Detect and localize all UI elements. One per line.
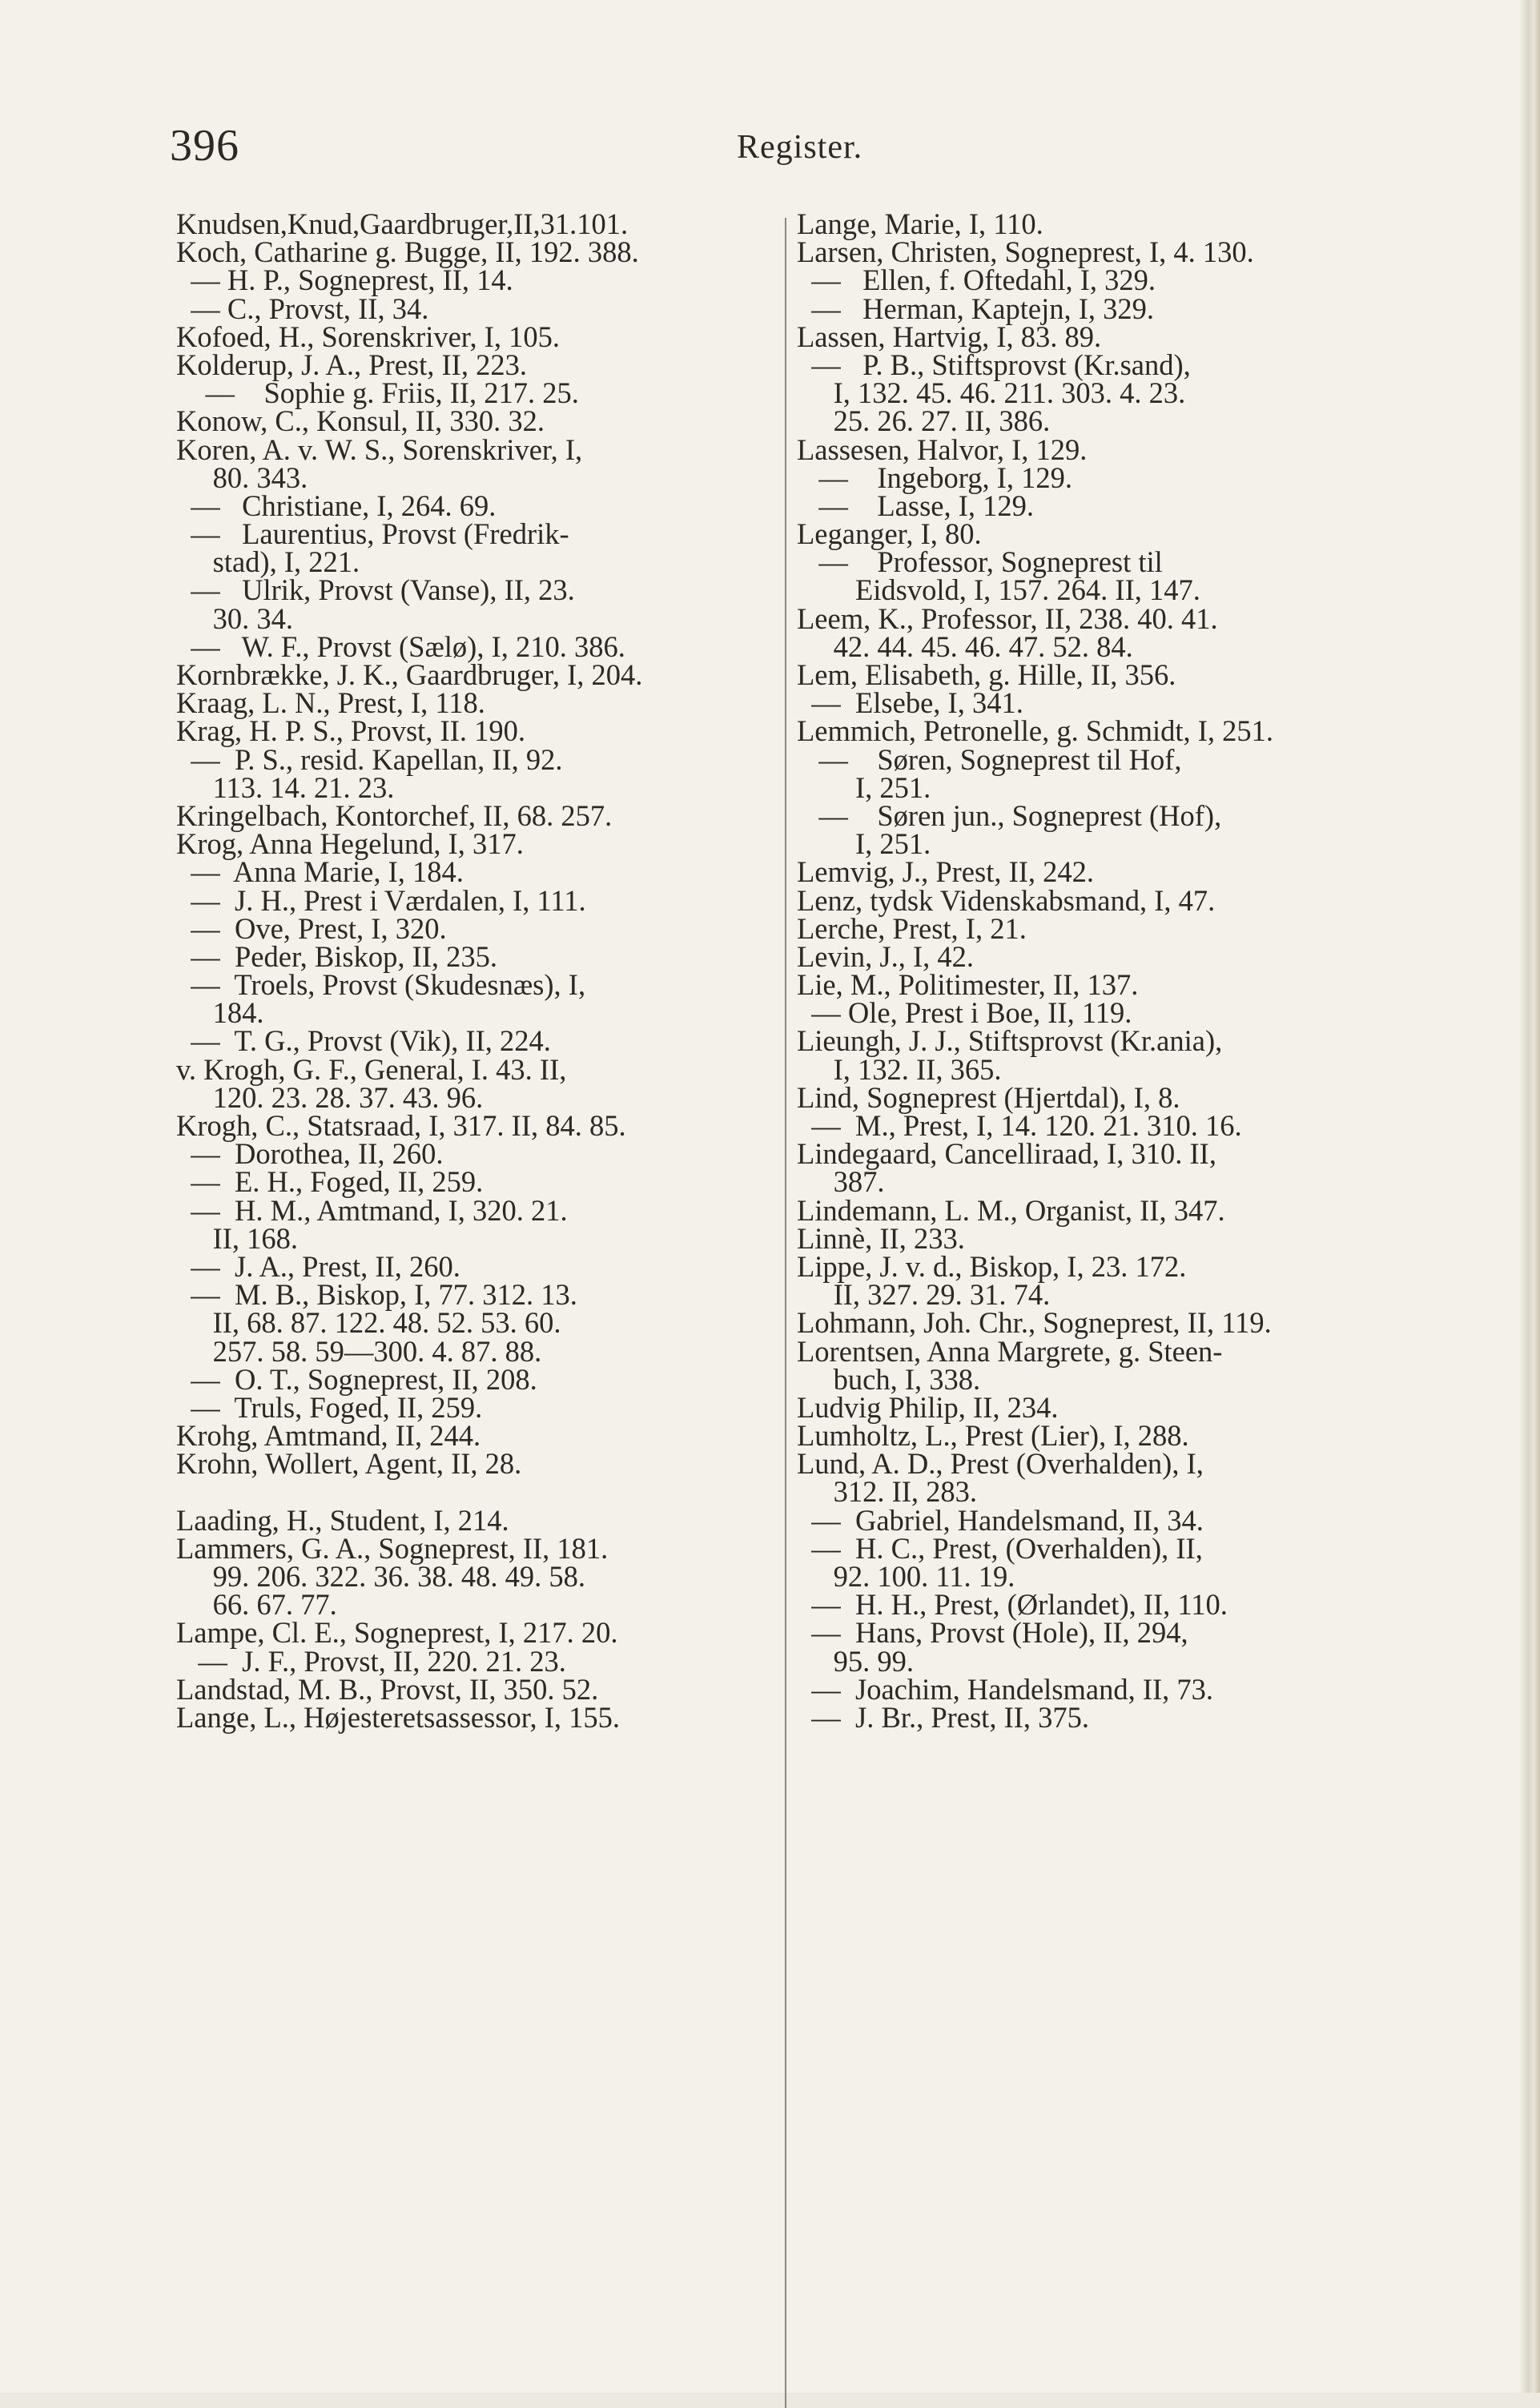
index-entry: 257. 58. 59—300. 4. 87. 88. xyxy=(176,1334,542,1368)
index-entry: — H. M., Amtmand, I, 320. 21. xyxy=(176,1193,568,1227)
index-entry: Lem, Elisabeth, g. Hille, II, 356. xyxy=(797,658,1176,691)
index-entry: — O. T., Sogneprest, II, 208. xyxy=(176,1362,537,1396)
index-entry: Konow, C., Konsul, II, 330. 32. xyxy=(176,404,545,438)
index-entry: — J. H., Prest i Værdalen, I, 111. xyxy=(176,883,586,917)
index-entry: Krohg, Amtmand, II, 244. xyxy=(176,1419,481,1453)
index-entry: — Troels, Provst (Skudesnæs), I, xyxy=(176,968,586,1002)
index-entry: I, 251. xyxy=(797,827,931,861)
index-entry: Larsen, Christen, Sogneprest, I, 4. 130. xyxy=(797,235,1254,269)
index-entry: Lippe, J. v. d., Biskop, I, 23. 172. xyxy=(797,1249,1187,1283)
index-entry: Eidsvold, I, 157. 264. II, 147. xyxy=(797,573,1200,607)
index-entry xyxy=(176,1477,793,1506)
index-entry: — W. F., Provst (Sælø), I, 210. 386. xyxy=(176,629,625,663)
index-entry: I, 251. xyxy=(797,770,931,804)
index-entry: Lassesen, Halvor, I, 129. xyxy=(797,432,1088,466)
index-entry: 42. 44. 45. 46. 47. 52. 84. xyxy=(797,629,1133,663)
index-entry: — J. Br., Prest, II, 375. xyxy=(797,1700,1089,1734)
index-entry: — Ove, Prest, I, 320. xyxy=(176,911,447,945)
index-entry: — Ulrik, Provst (Vanse), II, 23. xyxy=(176,573,575,607)
index-entry: — E. H., Foged, II, 259. xyxy=(176,1165,484,1199)
index-entry: — M. B., Biskop, I, 77. 312. 13. xyxy=(176,1278,577,1312)
index-entry: — J. F., Provst, II, 220. 21. 23. xyxy=(176,1644,566,1678)
index-entry: Ludvig Philip, II, 234. xyxy=(797,1390,1059,1424)
index-entry: — Anna Marie, I, 184. xyxy=(176,855,464,889)
index-entry: 312. II, 283. xyxy=(797,1475,978,1509)
index-column-left xyxy=(176,207,793,1734)
index-entry: — T. G., Provst (Vik), II, 224. xyxy=(176,1024,551,1058)
index-entry: — Elsebe, I, 341. xyxy=(797,686,1023,720)
index-entry: II, 327. 29. 31. 74. xyxy=(797,1278,1051,1312)
index-entry: — Joachim, Handelsmand, II, 73. xyxy=(797,1672,1214,1706)
index-entry: — H. P., Sogneprest, II, 14. xyxy=(176,263,513,297)
index-entry: Lorentsen, Anna Margrete, g. Steen- xyxy=(797,1334,1223,1368)
column-divider xyxy=(785,218,786,2408)
index-entry: Lind, Sogneprest (Hjertdal), I, 8. xyxy=(797,1080,1180,1114)
index-entry: v. Krogh, G. F., General, I. 43. II, xyxy=(176,1052,567,1086)
index-entry: 120. 23. 28. 37. 43. 96. xyxy=(176,1080,484,1114)
index-entry: 95. 99. xyxy=(797,1644,914,1678)
index-entry: — Truls, Foged, II, 259. xyxy=(176,1390,483,1424)
index-entry: Lie, M., Politimester, II, 137. xyxy=(797,968,1139,1002)
index-entry: — Ellen, f. Oftedahl, I, 329. xyxy=(797,263,1156,297)
index-entry: Lampe, Cl. E., Sogneprest, I, 217. 20. xyxy=(176,1616,618,1650)
index-entry: Krag, H. P. S., Provst, II. 190. xyxy=(176,714,525,748)
index-entry: 80. 343. xyxy=(176,460,308,494)
index-entry: buch, I, 338. xyxy=(797,1362,981,1396)
index-entry: Lammers, G. A., Sogneprest, II, 181. xyxy=(176,1531,609,1565)
index-entry: Krog, Anna Hegelund, I, 317. xyxy=(176,827,524,861)
running-head: Register. xyxy=(737,129,863,166)
index-entry: — Sophie g. Friis, II, 217. 25. xyxy=(176,376,579,410)
index-entry: II, 68. 87. 122. 48. 52. 53. 60. xyxy=(176,1306,561,1340)
index-entry: — J. A., Prest, II, 260. xyxy=(176,1249,460,1283)
index-entry: Linnè, II, 233. xyxy=(797,1221,965,1255)
index-entry: — Lasse, I, 129. xyxy=(797,488,1035,522)
index-entry: Leem, K., Professor, II, 238. 40. 41. xyxy=(797,601,1218,635)
index-entry: Lemvig, J., Prest, II, 242. xyxy=(797,855,1095,889)
index-entry: 113. 14. 21. 23. xyxy=(176,770,395,804)
index-entry: II, 168. xyxy=(176,1221,299,1255)
index-entry: — M., Prest, I, 14. 120. 21. 310. 16. xyxy=(797,1109,1242,1142)
index-entry: — H. H., Prest, (Ørlandet), II, 110. xyxy=(797,1588,1228,1622)
index-entry: 66. 67. 77. xyxy=(176,1588,337,1622)
index-entry: Kringelbach, Kontorchef, II, 68. 257. xyxy=(176,798,613,832)
index-entry: Krohn, Wollert, Agent, II, 28. xyxy=(176,1447,522,1481)
index-entry: — C., Provst, II, 34. xyxy=(176,291,429,325)
page-number: 396 xyxy=(170,121,239,171)
index-entry: Levin, J., I, 42. xyxy=(797,939,974,973)
index-entry: I, 132. II, 365. xyxy=(797,1052,1002,1086)
index-entry: Laading, H., Student, I, 214. xyxy=(176,1503,509,1537)
index-entry: — Ingeborg, I, 129. xyxy=(797,460,1073,494)
index-entry: Kornbrække, J. K., Gaardbruger, I, 204. xyxy=(176,658,643,691)
index-entry: I, 132. 45. 46. 211. 303. 4. 23. xyxy=(797,376,1186,410)
index-entry: — Ole, Prest i Boe, II, 119. xyxy=(797,996,1132,1030)
index-entry: Lohmann, Joh. Chr., Sogneprest, II, 119. xyxy=(797,1306,1272,1340)
index-entry: 99. 206. 322. 36. 38. 48. 49. 58. xyxy=(176,1560,585,1593)
index-entry: 184. xyxy=(176,996,264,1030)
index-entry: Kofoed, H., Sorenskriver, I, 105. xyxy=(176,320,561,353)
index-entry: Koch, Catharine g. Bugge, II, 192. 388. xyxy=(176,235,639,269)
index-entry: Krogh, C., Statsraad, I, 317. II, 84. 85. xyxy=(176,1109,626,1142)
index-entry: — P. S., resid. Kapellan, II, 92. xyxy=(176,742,563,776)
index-entry: 25. 26. 27. II, 386. xyxy=(797,404,1051,438)
page-edge xyxy=(1519,0,1540,2393)
index-entry: — Hans, Provst (Hole), II, 294, xyxy=(797,1616,1188,1650)
index-entry: — Herman, Kaptejn, I, 329. xyxy=(797,291,1155,325)
index-entry: Lenz, tydsk Videnskabsmand, I, 47. xyxy=(797,883,1216,917)
index-entry: Lerche, Prest, I, 21. xyxy=(797,911,1027,945)
index-entry: 30. 34. xyxy=(176,601,293,635)
index-entry: — Peder, Biskop, II, 235. xyxy=(176,939,498,973)
index-entry: stad), I, 221. xyxy=(176,545,360,579)
index-entry: — Dorothea, II, 260. xyxy=(176,1137,444,1171)
page-header xyxy=(0,120,1540,184)
index-entry: Lange, Marie, I, 110. xyxy=(797,207,1043,240)
index-entry: — H. C., Prest, (Overhalden), II, xyxy=(797,1531,1203,1565)
index-entry: Lemmich, Petronelle, g. Schmidt, I, 251. xyxy=(797,714,1274,748)
index-entry: Knudsen,Knud,Gaardbruger,II,31.101. xyxy=(176,207,629,240)
index-entry: Lund, A. D., Prest (Overhalden), I, xyxy=(797,1447,1204,1481)
index-entry: Lindegaard, Cancelliraad, I, 310. II, xyxy=(797,1137,1216,1171)
index-entry: — Gabriel, Handelsmand, II, 34. xyxy=(797,1503,1204,1537)
index-entry: 387. xyxy=(797,1165,885,1199)
index-entry: — Søren jun., Sogneprest (Hof), xyxy=(797,798,1222,832)
index-entry: Koren, A. v. W. S., Sorenskriver, I, xyxy=(176,432,583,466)
index-entry: Kolderup, J. A., Prest, II, 223. xyxy=(176,348,527,381)
index-entry: 92. 100. 11. 19. xyxy=(797,1560,1015,1593)
index-entry: Lumholtz, L., Prest (Lier), I, 288. xyxy=(797,1419,1189,1453)
index-entry: — Søren, Sogneprest til Hof, xyxy=(797,742,1182,776)
index-entry: Lieungh, J. J., Stiftsprovst (Kr.ania), xyxy=(797,1024,1223,1058)
index-entry: Lange, L., Højesteretsassessor, I, 155. xyxy=(176,1700,621,1734)
index-entry: Leganger, I, 80. xyxy=(797,517,982,551)
index-entry: Lassen, Hartvig, I, 83. 89. xyxy=(797,320,1102,353)
index-column-right xyxy=(797,207,1413,1734)
index-entry: Lindemann, L. M., Organist, II, 347. xyxy=(797,1193,1225,1227)
index-entry: — P. B., Stiftsprovst (Kr.sand), xyxy=(797,348,1191,381)
index-entry: — Christiane, I, 264. 69. xyxy=(176,488,497,522)
index-entry: Kraag, L. N., Prest, I, 118. xyxy=(176,686,485,720)
index-entry: — Professor, Sogneprest til xyxy=(797,545,1163,579)
index-entry: Landstad, M. B., Provst, II, 350. 52. xyxy=(176,1672,599,1706)
index-entry: — Laurentius, Provst (Fredrik- xyxy=(176,517,569,551)
